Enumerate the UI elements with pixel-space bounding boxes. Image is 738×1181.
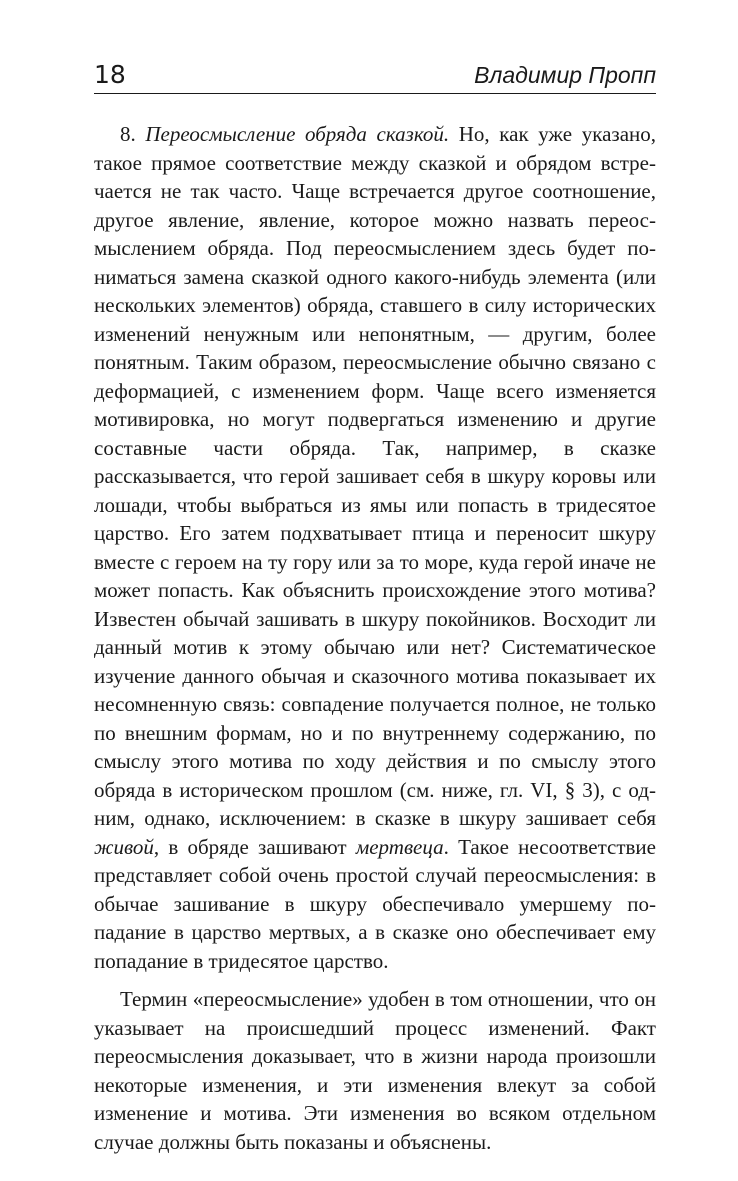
paragraph-2: Термин «переосмысление» удобен в том отношении, что он указывает на происшедший процесс изменений. Факт переосмысления доказывает, что в жизни народа произошли некоторые изменения, и эти изменения влекут за собой изменение и мотива. Эти изменения во всяком отдельном случае должны быть показаны и объяснены. <box>94 987 656 1154</box>
paragraph-1 <box>94 120 656 975</box>
body-text <box>94 120 656 1156</box>
running-title: Владимир Пропп <box>474 62 656 88</box>
paragraph-1-text-c: . Такое несоответствие представляет собой очень простой случай переосмысления: в обычае зашивание в шкуру обеспечивало умершему попадание в царство мертвых, а в сказке оно обеспечивает ему попадание в тридесятое царство. <box>94 834 656 973</box>
emphasis-alive: живой <box>94 834 154 859</box>
running-header <box>94 56 656 94</box>
book-page <box>94 56 656 1156</box>
section-title: Переосмысление обряда сказкой. <box>145 122 450 146</box>
paragraph-1-text-b: , в обряде зашивают <box>153 834 356 859</box>
section-number: 8. <box>120 122 146 146</box>
emphasis-dead: мертвеца <box>355 834 444 859</box>
page-number: 18 <box>94 60 126 89</box>
paragraph-1-text-a: Но, как уже указано, такое прямое соответствие между сказкой и обрядом встречается не так часто. Чаще встречается другое соотношение, другое явление, явление, которое можно назвать переосмыслением обряда. Под переосмыслением здесь будет пониматься замена сказкой одного какого-нибудь элемента (или нескольких элементов) обряда, ставшего в силу исторических изменений ненужным или непонятным, — другим, более понятным. Таким образом, переосмысление обычно связано с деформацией, с изменением форм. Чаще всего изменяется мотивировка, но могут подвергаться изменению и другие составные части обряда. Так, например, в сказке рассказывается, что герой зашивает себя в шкуру коровы или лошади, чтобы выбраться из ямы или попасть в тридесятое царство. Его затем подхватывает птица и переносит шкуру вместе с героем на ту гору или за то море, куда герой иначе не может попасть. Как объяснить происхождение этого мотива? Известен обычай зашивать в шкуру покойников. Восходит ли данный мотив к этому обычаю или нет? Систематическое изучение данного обычая и сказочного мотива показывает их несомненную связь: совпадение получается полное, не только по внешним формам, но и по внутреннему содержанию, по смыслу этого мотива по ходу действия и по смыслу этого обряда в историческом прошлом (см. ниже, гл. VI, § 3), с одним, однако, исключением: в сказке в шкуру зашивает себя <box>94 122 656 830</box>
